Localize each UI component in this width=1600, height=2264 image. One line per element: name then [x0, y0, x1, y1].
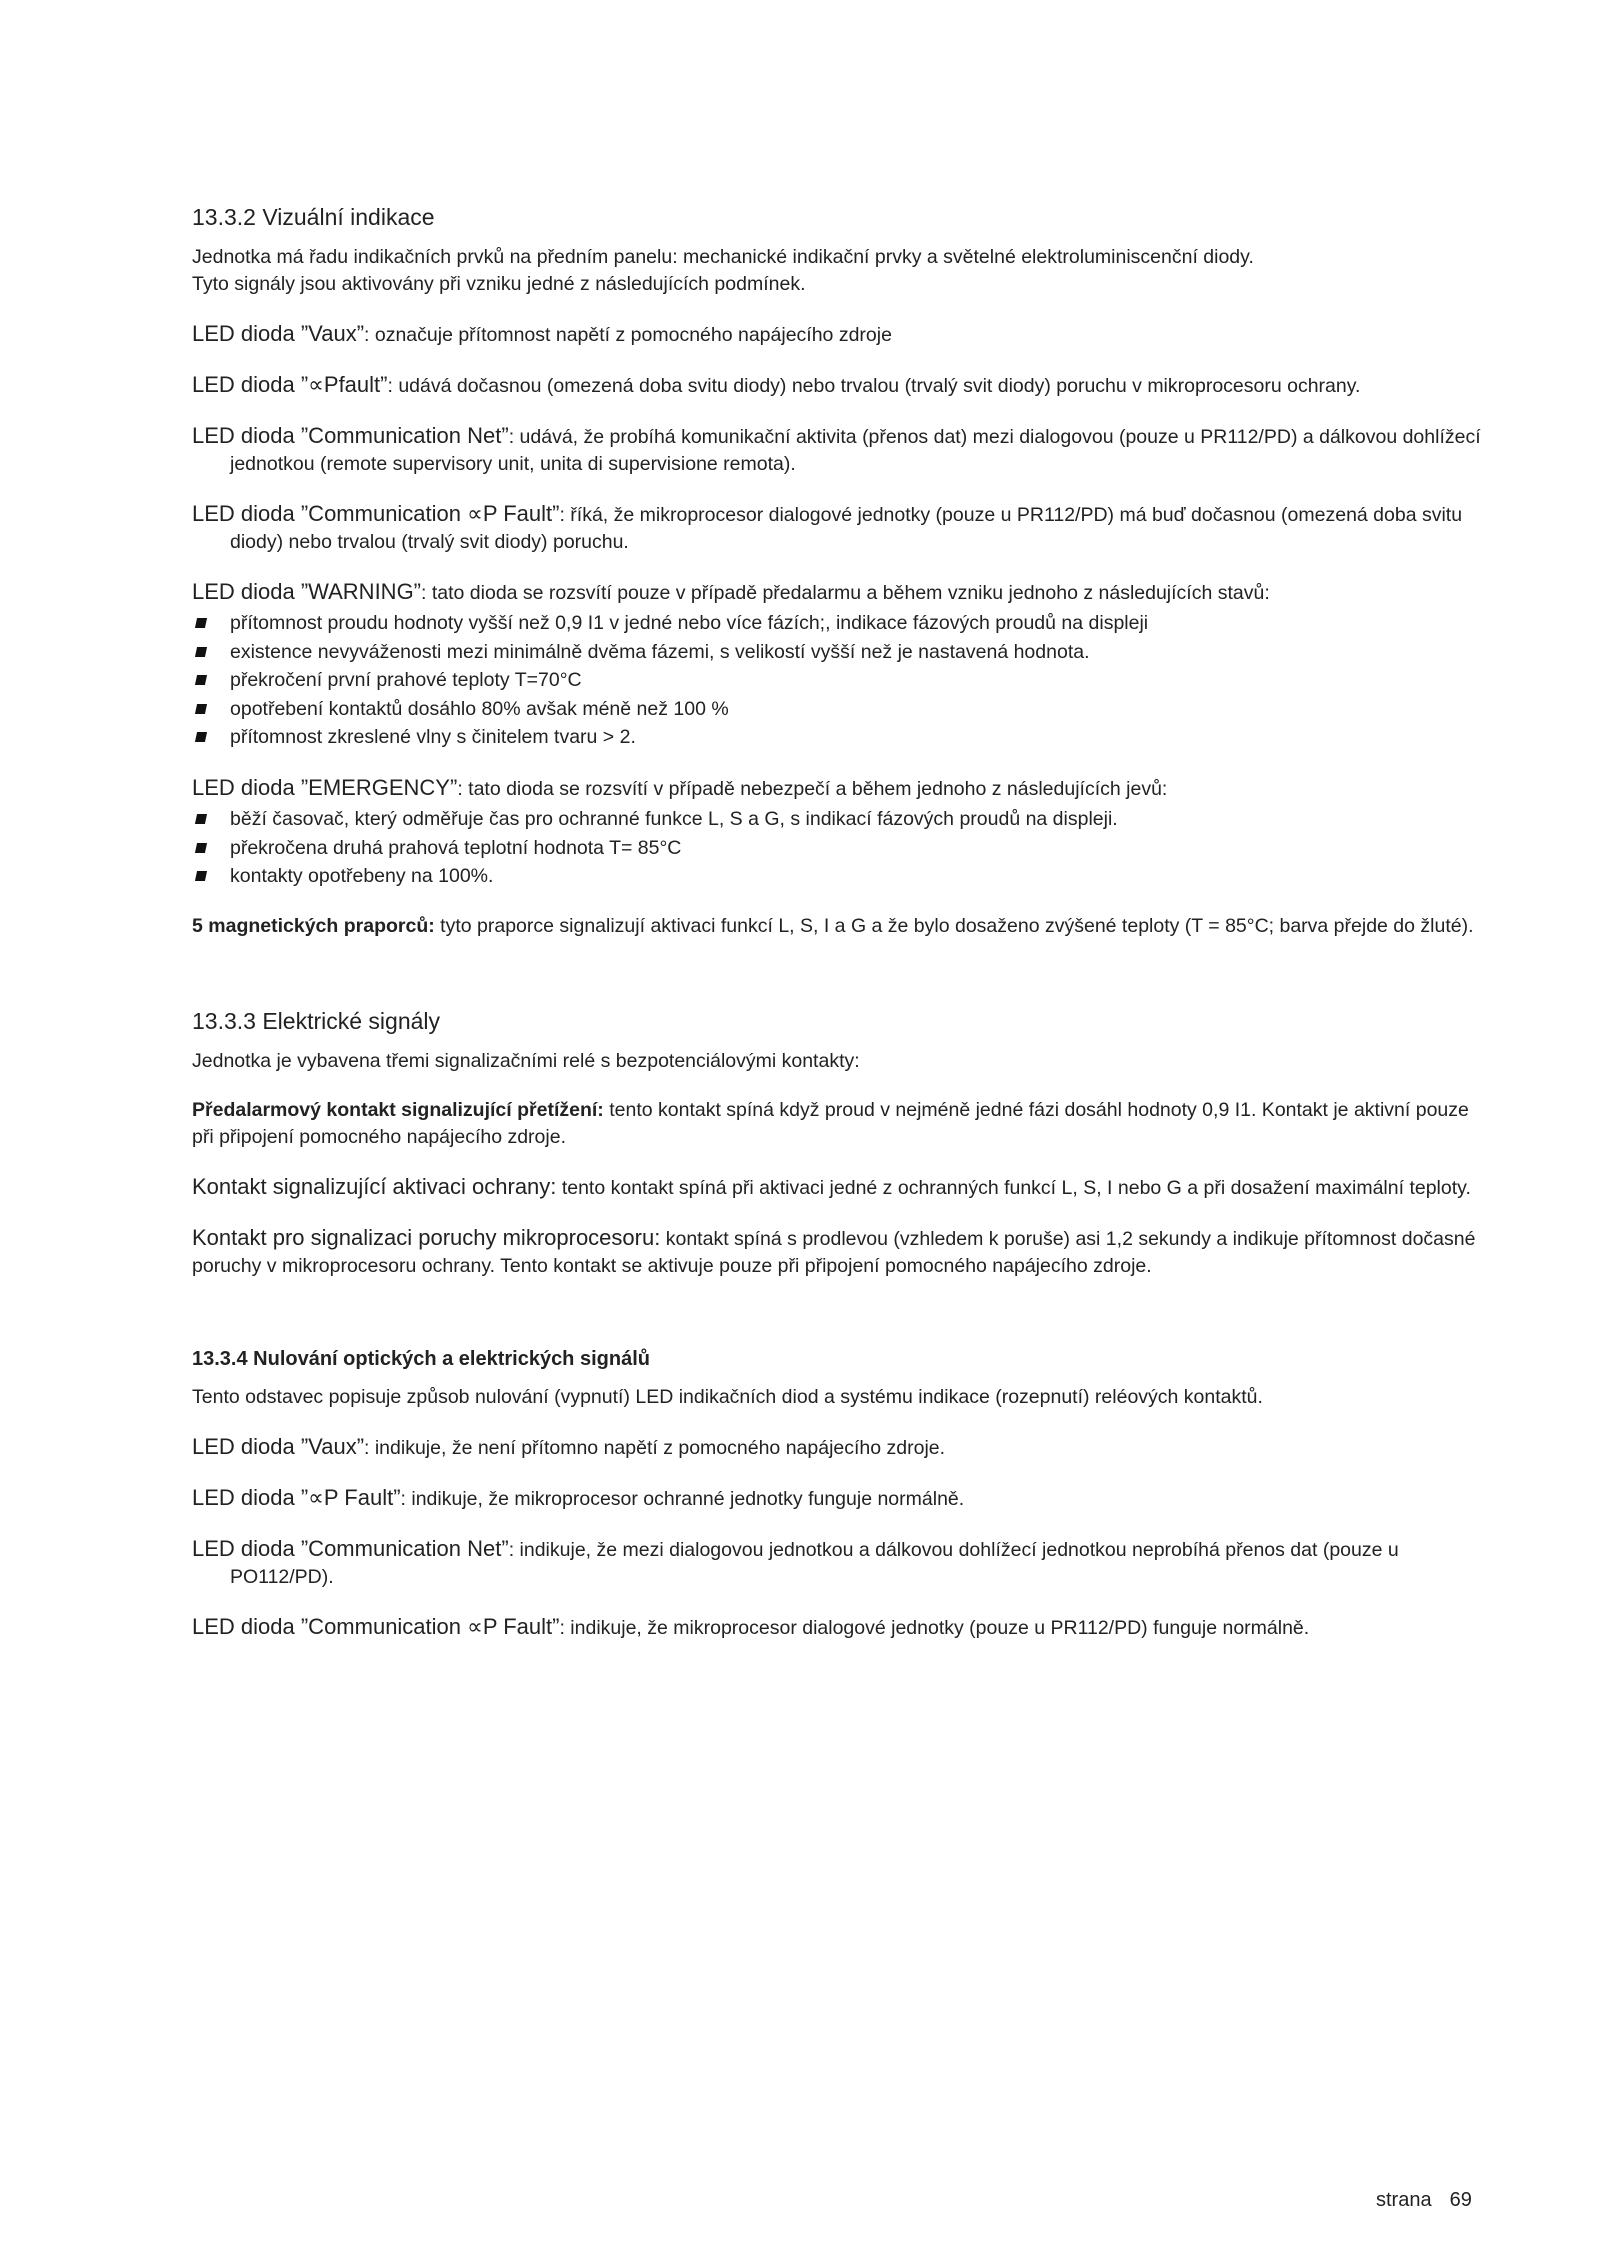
square-bullet-icon — [195, 675, 207, 685]
reset-led-communication-p-fault-paragraph — [192, 1613, 1492, 1642]
led-communication-p-fault-text: : říká, že mikroprocesor dialogové jednotky (pouze u PR112/PD) má buď dočasnou (omezená doba svitu diody) nebo trvalou (trvalý svit diody) poruchu. — [230, 504, 1463, 553]
reset-led-communication-p-fault-text: : indikuje, že mikroprocesor dialogové jednotky (pouze u PR112/PD) funguje normálně. — [559, 1616, 1310, 1639]
electrical-intro: Jednotka je vybavena třemi signalizačními relé s bezpotenciálovými kontakty: — [192, 1049, 860, 1072]
led-vaux-paragraph — [192, 320, 1492, 349]
trip-contact-paragraph — [192, 1173, 1492, 1202]
prealarm-contact-label: Předalarmový kontakt signalizující přetížení: — [192, 1098, 604, 1121]
reset-led-communication-net-label: LED dioda ”Communication Net” — [192, 1535, 509, 1561]
led-warning-paragraph — [192, 578, 1492, 607]
trip-contact-text: tento kontakt spíná při aktivaci jedné z ochranných funkcí L, S, I nebo G a při dosažení maximální teploty. — [556, 1176, 1471, 1199]
reset-led-communication-net-paragraph — [192, 1535, 1492, 1591]
list-item-text: překročení první prahové teploty T=70°C — [230, 669, 582, 692]
square-bullet-icon — [195, 843, 207, 853]
prealarm-contact-text: tento kontakt spíná když proud v nejméně jedné fázi dosáhl hodnoty 0,9 I1. Kontakt je aktivní pouze při připojení pomocného napájecího zdroje. — [192, 1098, 1469, 1148]
intro-line-1: Jednotka má řadu indikačních prvků na předním panelu: mechanické indikační prvky a světelné elektroluminiscenční diody. — [192, 246, 1254, 268]
square-bullet-icon — [195, 814, 207, 824]
reset-led-vaux-text: : indikuje, že není přítomno napětí z pomocného napájecího zdroje. — [364, 1436, 946, 1459]
list-item-text: opotřebení kontaktů dosáhlo 80% avšak méně než 100 % — [230, 697, 729, 720]
led-pfault-text: : udává dočasnou (omezená doba svitu diody) nebo trvalou (trvalý svit diody) poruchu v mikroprocesoru ochrany. — [387, 375, 1361, 397]
led-warning-label: LED dioda ”WARNING” — [192, 579, 422, 604]
section-heading-visual-indication: 13.3.2 Vizuální indikace — [192, 204, 435, 230]
led-emergency-paragraph — [192, 774, 1492, 803]
list-item — [192, 666, 1492, 695]
square-bullet-icon — [195, 647, 207, 657]
led-communication-net-text: : udává, že probíhá komunikační aktivita (přenos dat) mezi dialogovou (pouze u PR112/PD) a dálkovou dohlížecí jednotkou (remote supervisory unit, unita di supervisione remota). — [230, 426, 1481, 475]
list-item — [192, 862, 1492, 891]
prealarm-contact-paragraph — [192, 1097, 1492, 1151]
reset-led-communication-net-text: : indikuje, že mezi dialogovou jednotkou a dálkovou dohlížecí jednotkou neprobíhá přenos dat (pouze u PO112/PD). — [230, 1538, 1399, 1588]
section-heading-electrical-signals: 13.3.3 Elektrické signály — [192, 1007, 441, 1034]
led-emergency-label: LED dioda ”EMERGENCY” — [192, 774, 458, 800]
magnetic-flags-label: 5 magnetických praporců: — [192, 914, 435, 937]
list-item — [192, 695, 1492, 724]
list-item — [192, 805, 1492, 834]
reset-led-vaux-label: LED dioda ”Vaux” — [192, 1433, 365, 1459]
reset-led-vaux-paragraph — [192, 1433, 1492, 1462]
magnetic-flags-paragraph — [192, 913, 1492, 940]
reset-led-p-fault-text: : indikuje, že mikroprocesor ochranné jednotky funguje normálně. — [400, 1487, 965, 1510]
led-communication-p-fault-paragraph — [192, 500, 1492, 556]
intro-line-2: Tyto signály jsou aktivovány při vzniku jedné z následujících podmínek. — [192, 273, 806, 295]
led-pfault-label: LED dioda ”∝Pfault” — [192, 372, 388, 397]
square-bullet-icon — [195, 871, 207, 881]
reset-led-communication-p-fault-label: LED dioda ”Communication ∝P Fault” — [192, 1613, 560, 1639]
list-item-text: kontakty opotřebeny na 100%. — [230, 865, 494, 888]
list-item — [192, 638, 1492, 667]
microprocessor-fault-contact-label: Kontakt pro signalizaci poruchy mikroprocesoru: — [192, 1224, 661, 1250]
reset-led-p-fault-paragraph — [192, 1484, 1492, 1513]
microprocessor-fault-contact-paragraph — [192, 1224, 1492, 1280]
list-item-text: přítomnost proudu hodnoty vyšší než 0,9 I1 v jedné nebo více fázích;, indikace fázových proudů na displeji — [230, 612, 1149, 634]
square-bullet-icon — [195, 618, 207, 628]
microprocessor-fault-contact-text: kontakt spíná s prodlevou (vzhledem k poruše) asi 1,2 sekundy a indikuje přítomnost dočasné poruchy v mikroprocesoru ochrany. Tento kontakt se aktivuje pouze při připojení pomocného napájecího zdroje. — [192, 1227, 1476, 1277]
list-item-text: přítomnost zkreslené vlny s činitelem tvaru > 2. — [230, 726, 636, 749]
list-item-text: existence nevyváženosti mezi minimálně dvěma fázemi, s velikostí vyšší než je nastavená hodnota. — [230, 640, 1090, 663]
led-communication-net-label: LED dioda ”Communication Net” — [192, 423, 509, 448]
led-emergency-text: : tato dioda se rozsvítí v případě nebezpečí a během jednoho z následujících jevů: — [457, 777, 1168, 800]
magnetic-flags-text: tyto praporce signalizují aktivaci funkcí L, S, I a G a že bylo dosaženo zvýšené teploty (T = 85°C; barva přejde do žluté). — [434, 914, 1474, 937]
led-communication-net-paragraph — [192, 422, 1492, 478]
intro-paragraph — [192, 244, 1492, 298]
square-bullet-icon — [195, 704, 207, 714]
list-item-text: běží časovač, který odměřuje čas pro ochranné funkce L, S a G, s indikací fázových proudů na displeji. — [230, 807, 1118, 830]
led-warning-text: : tato dioda se rozsvítí pouze v případě předalarmu a během vzniku jednoho z následujících stavů: — [421, 582, 1270, 604]
led-vaux-label: LED dioda ”Vaux” — [192, 321, 365, 346]
led-communication-p-fault-label: LED dioda ”Communication ∝P Fault” — [192, 501, 560, 526]
page-label: strana — [1376, 2189, 1432, 2211]
list-item-text: překročena druhá prahová teplotní hodnota T= 85°C — [230, 836, 682, 859]
led-pfault-paragraph — [192, 371, 1492, 400]
square-bullet-icon — [195, 732, 207, 742]
reset-intro: Tento odstavec popisuje způsob nulování (vypnutí) LED indikačních diod a systému indikace (rozepnutí) reléových kontaktů. — [192, 1385, 1263, 1408]
page-number: 69 — [1449, 2189, 1472, 2211]
warning-conditions-list — [192, 609, 1492, 752]
emergency-conditions-list — [192, 805, 1492, 891]
page-content — [192, 204, 1492, 1642]
reset-led-p-fault-label: LED dioda ”∝P Fault” — [192, 1484, 401, 1510]
list-item — [192, 609, 1492, 638]
list-item — [192, 723, 1492, 752]
page-footer — [1376, 2189, 1472, 2212]
trip-contact-label: Kontakt signalizující aktivaci ochrany: — [192, 1173, 557, 1199]
led-vaux-text: : označuje přítomnost napětí z pomocného napájecího zdroje — [364, 324, 892, 346]
list-item — [192, 834, 1492, 863]
section-heading-signal-reset: 13.3.4 Nulování optických a elektrických signálů — [192, 1347, 650, 1370]
